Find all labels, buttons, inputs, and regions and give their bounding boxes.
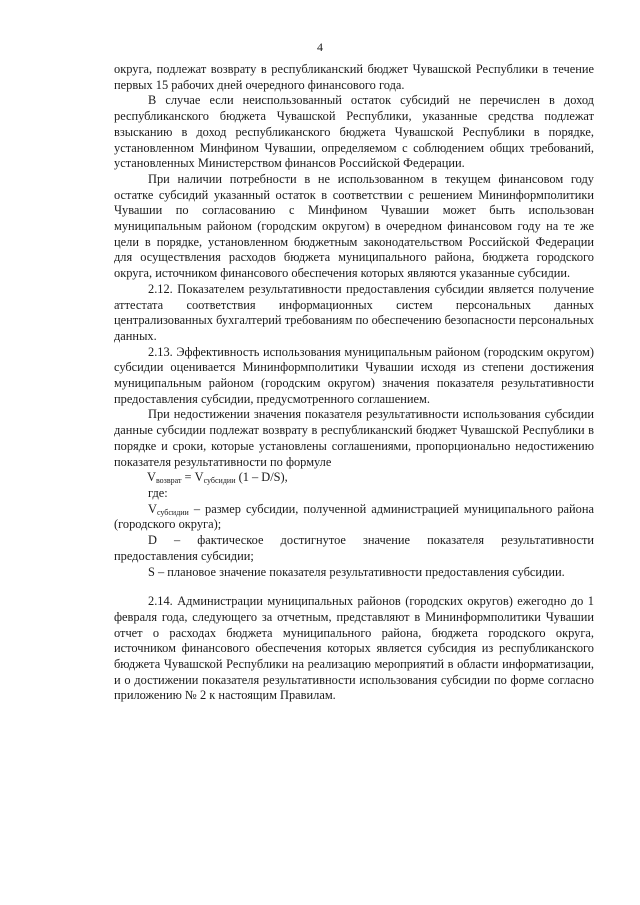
paragraph-remaining-balance: При наличии потребности в не использованном в текущем финансовом году остатке субсидий указанный остаток в соответствии с решением Мининформполитики Чувашии по согласованию с Минфином Чувашии может быть использован муниципальным районом (городским округом) в очередном финансовом году на те же цели в порядке, установленном бюджетным законодательством Российской Федерации для осуществления расходов бюджета муниципального района, бюджета городского округа, источником финансового обеспечения которых являются указанные субсидии. bbox=[114, 171, 594, 281]
definition-v-symbol: V bbox=[148, 501, 157, 516]
paragraph-2-14: 2.14. Администрации муниципальных районов (городских округов) ежегодно до 1 февраля года, следующего за отчетным, представляют в Мининформполитики Чувашии отчет о расходах бюджета муниципального района, бюджета городского округа, источником финансового обеспечения которых является субсидия из республиканского бюджета Чувашской Республики на реализацию мероприятий в области информатизации, и о достижении показателя результативности использования субсидии по форме согласно приложению № 2 к настоящим Правилам. bbox=[114, 594, 594, 703]
paragraph-gap bbox=[114, 580, 594, 594]
return-formula bbox=[114, 470, 594, 486]
formula-sub-return: возврат bbox=[155, 476, 182, 486]
definition-v-sub: субсидии bbox=[156, 507, 189, 517]
definition-s: S – плановое значение показателя результативности предоставления субсидии. bbox=[148, 564, 565, 579]
definition-d: D – фактическое достигнутое значение показателя результативности предоставления субсидии; bbox=[114, 533, 594, 563]
paragraph-2-13: 2.13. Эффективность использования муниципальным районом (городским округом) субсидии оценивается Мининформполитики Чувашии исходя из степени достижения муниципальным районом (городским округом) значения показателя результативности предоставления субсидии, предусмотренного соглашением. bbox=[114, 344, 594, 406]
paragraph-2-12: 2.12. Показателем результативности предоставления субсидии является получение аттестата соответствия информационных систем персональных данных централизованных бухгалтерий требованиям по обеспечению безопасности персональных данных. bbox=[114, 281, 594, 343]
where-label: где: bbox=[148, 485, 168, 500]
definition-v-text: – размер субсидии, полученной администрацией муниципального района (городского округа); bbox=[114, 501, 594, 532]
document-body bbox=[114, 62, 594, 704]
formula-sub-subsidy: субсидии bbox=[203, 476, 236, 486]
paragraph-return-deadline: округа, подлежат возврату в республиканский бюджет Чувашской Республики в течение первых 15 рабочих дней очередного финансового года. bbox=[114, 62, 594, 92]
formula-v2: V bbox=[194, 470, 204, 485]
paragraph-non-achievement: При недостижении значения показателя результативности использования субсидии данные субсидии подлежат возврату в республиканский бюджет Чувашской Республики в порядке и сроки, которые установлены соглашениями, пропорционально недостижению показателя результативности по формуле bbox=[114, 407, 594, 469]
formula-rest: (1 – D/S), bbox=[235, 470, 288, 485]
paragraph-recovery: В случае если неиспользованный остаток субсидий не перечислен в доход республиканского бюджета Чувашской Республики, указанные средства подлежат взысканию в доход республиканского бюджета Чувашской Республики в порядке, установленном Минфином Чувашии, определяемом с соблюдением общих требований, установленных Министерством финансов Российской Федерации. bbox=[114, 93, 594, 171]
formula-equals: = bbox=[181, 470, 195, 485]
formula-v: V bbox=[147, 470, 156, 485]
page-number: 4 bbox=[317, 40, 323, 54]
definition-v bbox=[114, 502, 594, 533]
